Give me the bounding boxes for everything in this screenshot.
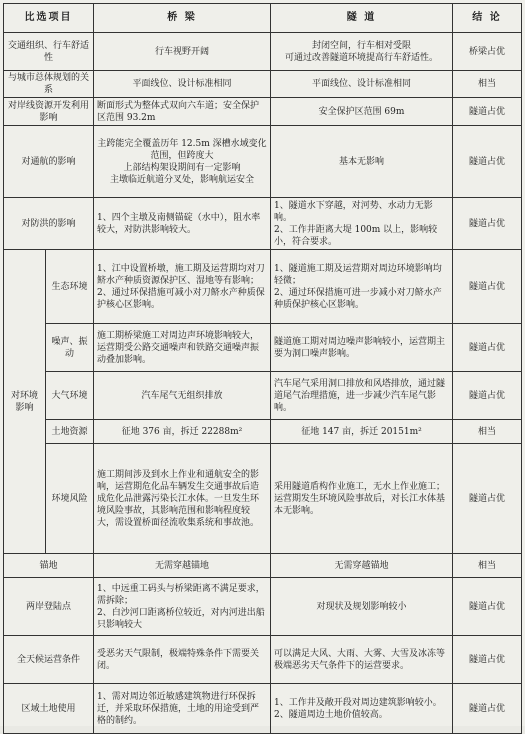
bridge-cell: 断面形式为整体式双向六车道；安全保护区范围 93.2m [94,98,271,126]
env-group-label: 对环境影响 [4,250,46,554]
header-conclusion: 结 论 [453,4,522,33]
conclusion-cell: 相当 [453,420,522,444]
table-row [4,98,522,126]
table-row [4,420,522,444]
conclusion-cell: 桥梁占优 [453,33,522,71]
table-row [4,250,522,324]
bridge-cell: 主跨能完全覆盖历年 12.5m 深槽水域变化范围，但跨度大 上部结构架设期间有一定影响 主墩临近航道分叉处，影响航运安全 [94,126,271,198]
tunnel-cell: 基本无影响 [271,126,453,198]
header-item: 比选项目 [4,4,94,33]
tunnel-cell: 1、隧道施工期及运营期对周边环境影响均轻微； 2、通过环保措施可进一步减小对刀鲚水产种质保护核心区影响。 [271,250,453,324]
conclusion-cell: 隧道占优 [453,684,522,734]
tunnel-cell: 汽车尾气采用洞口排放和风塔排放，通过隧道尾气治理措施，进一步减少汽车尾气影响。 [271,372,453,420]
table-row [4,554,522,578]
conclusion-cell: 相当 [453,554,522,578]
conclusion-cell: 隧道占优 [453,636,522,684]
conclusion-cell: 隧道占优 [453,98,522,126]
row-item: 区域土地使用 [4,684,94,734]
bridge-cell: 行车视野开阔 [94,33,271,71]
conclusion-cell: 隧道占优 [453,198,522,250]
tunnel-cell: 对现状及规划影响较小 [271,578,453,636]
bridge-cell: 征地 376 亩，拆迁 22288m² [94,420,271,444]
table-row [4,372,522,420]
bridge-cell: 汽车尾气无组织排放 [94,372,271,420]
env-sub-item: 土地资源 [46,420,94,444]
tunnel-cell: 1、工作井及敞开段对周边建筑影响较小。 2、隧道周边土地价值较高。 [271,684,453,734]
bridge-cell: 施工期间涉及到水上作业和通航安全的影响，运营期危化品车辆发生交通事故后造成危化品泄露污染长江水体。一旦发生环境风险事故，其影响范围和影响程度较大，需设置桥面径流收集系统和事故池。 [94,444,271,554]
conclusion-cell: 隧道占优 [453,324,522,372]
table-row [4,324,522,372]
table-row [4,71,522,98]
header-bridge: 桥 梁 [94,4,271,33]
conclusion-cell: 隧道占优 [453,372,522,420]
tunnel-cell: 无需穿越锚地 [271,554,453,578]
tunnel-cell: 征地 147 亩，拆迁 20151m² [271,420,453,444]
tunnel-cell: 可以满足大风、大雨、大雾、大雪及冰冻等极端恶劣天气条件下的运营要求。 [271,636,453,684]
header-tunnel: 隧 道 [271,4,453,33]
bridge-cell: 施工期桥梁施工对周边声环境影响较大，运营期受公路交通噪声和铁路交通噪声振动叠加影响。 [94,324,271,372]
table-row [4,578,522,636]
conclusion-cell: 相当 [453,71,522,98]
conclusion-cell: 隧道占优 [453,126,522,198]
row-item: 对防洪的影响 [4,198,94,250]
bridge-cell: 平面线位、设计标准相同 [94,71,271,98]
table-row [4,444,522,554]
tunnel-cell: 1、隧道水下穿越，对河势、水动力无影响。 2、工作井距离大堤 100m 以上，影响较小，符合要求。 [271,198,453,250]
table-row [4,636,522,684]
row-item: 对通航的影响 [4,126,94,198]
row-item: 锚地 [4,554,94,578]
bridge-cell: 1、四个主墩及南侧锚碇（水中），阻水率较大，对防洪影响较大。 [94,198,271,250]
env-sub-item: 噪声、振动 [46,324,94,372]
table-row [4,198,522,250]
table-row [4,126,522,198]
table-body [4,33,522,734]
row-item: 与城市总体规划的关系 [4,71,94,98]
row-item: 交通组织、行车舒适性 [4,33,94,71]
env-sub-item: 环境风险 [46,444,94,554]
env-sub-item: 生态环境 [46,250,94,324]
tunnel-cell: 采用隧道盾构作业施工，无水上作业施工；运营期发生环境风险事故后，对长江水体基本无影响。 [271,444,453,554]
table-row [4,33,522,71]
row-item: 全天候运营条件 [4,636,94,684]
tunnel-cell: 隧道施工期对周边噪声影响较小，运营期主要为洞口噪声影响。 [271,324,453,372]
bridge-cell: 1、中远重工码头与桥梁距离不满足要求，需拆除； 2、白沙河口距离桥位较近，对内河进出船只影响较大 [94,578,271,636]
tunnel-cell: 安全保护区范围 69m [271,98,453,126]
conclusion-cell: 隧道占优 [453,250,522,324]
comparison-table [3,3,522,734]
bridge-cell: 1、需对周边邻近敏感建筑物进行环保拆迁，并采取环保措施，土地的用途受到严格的制约。 [94,684,271,734]
table-header-row [4,4,522,33]
bridge-cell: 无需穿越锚地 [94,554,271,578]
row-item: 对岸线资源开发利用影响 [4,98,94,126]
conclusion-cell: 隧道占优 [453,578,522,636]
table-row [4,684,522,734]
env-sub-item: 大气环境 [46,372,94,420]
bridge-cell: 1、江中设置桥墩，施工期及运营期均对刀鲚水产种质资源保护区、湿地等有影响； 2、通过环保措施可减小对刀鲚水产种质保护核心区影响。 [94,250,271,324]
row-item: 两岸登陆点 [4,578,94,636]
tunnel-cell: 平面线位、设计标准相同 [271,71,453,98]
tunnel-cell: 封闭空间，行车相对受限 可通过改善隧道环境提高行车舒适性。 [271,33,453,71]
bridge-cell: 受恶劣天气限制，极端特殊条件下需要关闭。 [94,636,271,684]
conclusion-cell: 隧道占优 [453,444,522,554]
